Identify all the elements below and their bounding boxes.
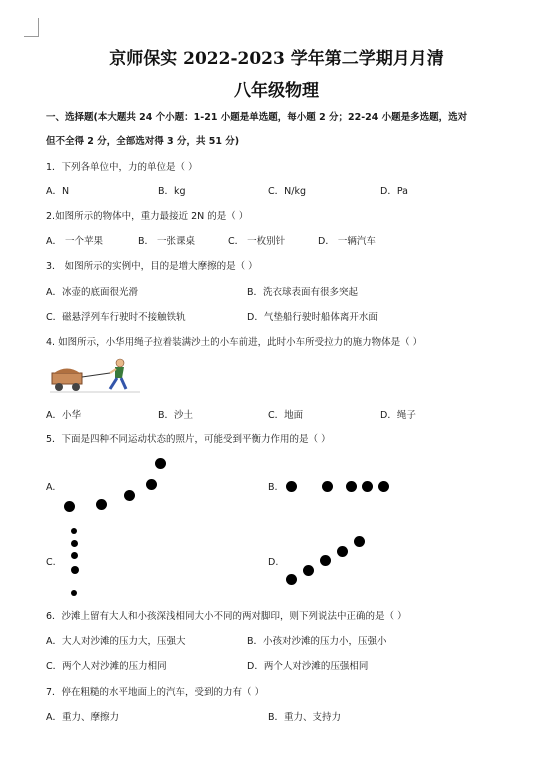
q5-c-motion-dot xyxy=(71,528,77,534)
q1-option-a: A．N xyxy=(46,186,70,197)
q5-d-motion-dot xyxy=(286,574,297,585)
q1-option-d: D．Pa xyxy=(380,186,408,197)
q3-option-b: B．洗衣球表面有很多突起 xyxy=(247,287,359,298)
q5-option-c-label: C. xyxy=(46,557,56,568)
q5-a-motion-dot xyxy=(155,458,166,469)
q5-a-motion-dot xyxy=(64,501,75,512)
q5-b-motion-dot xyxy=(378,481,389,492)
q5-b-motion-dot xyxy=(286,481,297,492)
q5-c-motion-dot xyxy=(71,566,79,574)
section-instructions-line2: 但不全得 2 分，全部选对得 3 分，共 51 分) xyxy=(46,136,240,147)
q2-option-d: D． 一辆汽车 xyxy=(318,236,376,247)
q4-option-c: C．地面 xyxy=(268,410,304,421)
q3-stem: 3． 如图所示的实例中，目的是增大摩擦的是（ ） xyxy=(46,261,258,272)
exam-title: 京师保实 2022-2023 学年第二学期月月清 xyxy=(109,49,444,69)
q1-option-b: B．kg xyxy=(158,186,186,197)
q5-a-motion-dot xyxy=(124,490,135,501)
q5-option-b-label: B. xyxy=(268,482,278,493)
q6-option-d: D．两个人对沙滩的压强相同 xyxy=(247,661,369,672)
q5-b-motion-dot xyxy=(322,481,333,492)
q5-a-motion-dot xyxy=(96,499,107,510)
q7-stem: 7．停在粗糙的水平地面上的汽车，受到的力有（ ） xyxy=(46,687,265,698)
q6-option-b: B．小孩对沙滩的压力小，压强小 xyxy=(247,636,387,647)
q4-option-b: B．沙土 xyxy=(158,410,194,421)
q2-stem: 2.如图所示的物体中，重力最接近 2N 的是（ ） xyxy=(46,211,249,222)
page-corner-mark xyxy=(24,18,39,37)
q5-c-motion-dot xyxy=(71,552,78,559)
q5-d-motion-dot xyxy=(337,546,348,557)
q4-stem: 4. 如图所示，小华用绳子拉着装满沙土的小车前进，此时小车所受拉力的施力物体是（ ） xyxy=(46,337,423,348)
q5-c-motion-dot xyxy=(71,540,78,547)
q5-b-motion-dot xyxy=(362,481,373,492)
section-instructions-line1: 一、选择题(本大题共 24 个小题：1-21 小题是单选题，每小题 2 分；22-24 小题是多选题，选对 xyxy=(46,112,468,123)
q5-stem: 5．下面是四种不同运动状态的照片，可能受到平衡力作用的是（ ） xyxy=(46,434,331,445)
q6-stem: 6．沙滩上留有大人和小孩深浅相同大小不同的两对脚印，则下列说法中正确的是（ ） xyxy=(46,611,407,622)
q3-option-c: C．磁悬浮列车行驶时不接触铁轨 xyxy=(46,312,186,323)
q3-option-a: A．冰壶的底面很光滑 xyxy=(46,287,138,298)
q5-d-motion-dot xyxy=(354,536,365,547)
q5-c-motion-dot xyxy=(71,590,77,596)
q1-option-c: C．N/kg xyxy=(268,186,306,197)
q5-b-motion-dot xyxy=(346,481,357,492)
boy-pulling-cart-icon xyxy=(50,358,140,398)
q5-option-d-label: D. xyxy=(268,557,279,568)
q3-option-d: D．气垫船行驶时船体离开水面 xyxy=(247,312,378,323)
q5-option-a-label: A. xyxy=(46,482,56,493)
q2-option-c: C． 一枚别针 xyxy=(228,236,286,247)
exam-subtitle: 八年级物理 xyxy=(234,81,319,101)
q6-option-c: C．两个人对沙滩的压力相同 xyxy=(46,661,167,672)
q6-option-a: A．大人对沙滩的压力大，压强大 xyxy=(46,636,186,647)
q5-a-motion-dot xyxy=(146,479,157,490)
q7-option-a: A．重力、摩擦力 xyxy=(46,712,119,723)
q2-option-a: A． 一个苹果 xyxy=(46,236,104,247)
q7-option-b: B．重力、支持力 xyxy=(268,712,342,723)
q2-option-b: B． 一张课桌 xyxy=(138,236,196,247)
q4-option-d: D．绳子 xyxy=(380,410,416,421)
q5-d-motion-dot xyxy=(303,565,314,576)
q1-stem: 1．下列各单位中，力的单位是（ ） xyxy=(46,162,198,173)
q5-d-motion-dot xyxy=(320,555,331,566)
q4-option-a: A．小华 xyxy=(46,410,81,421)
